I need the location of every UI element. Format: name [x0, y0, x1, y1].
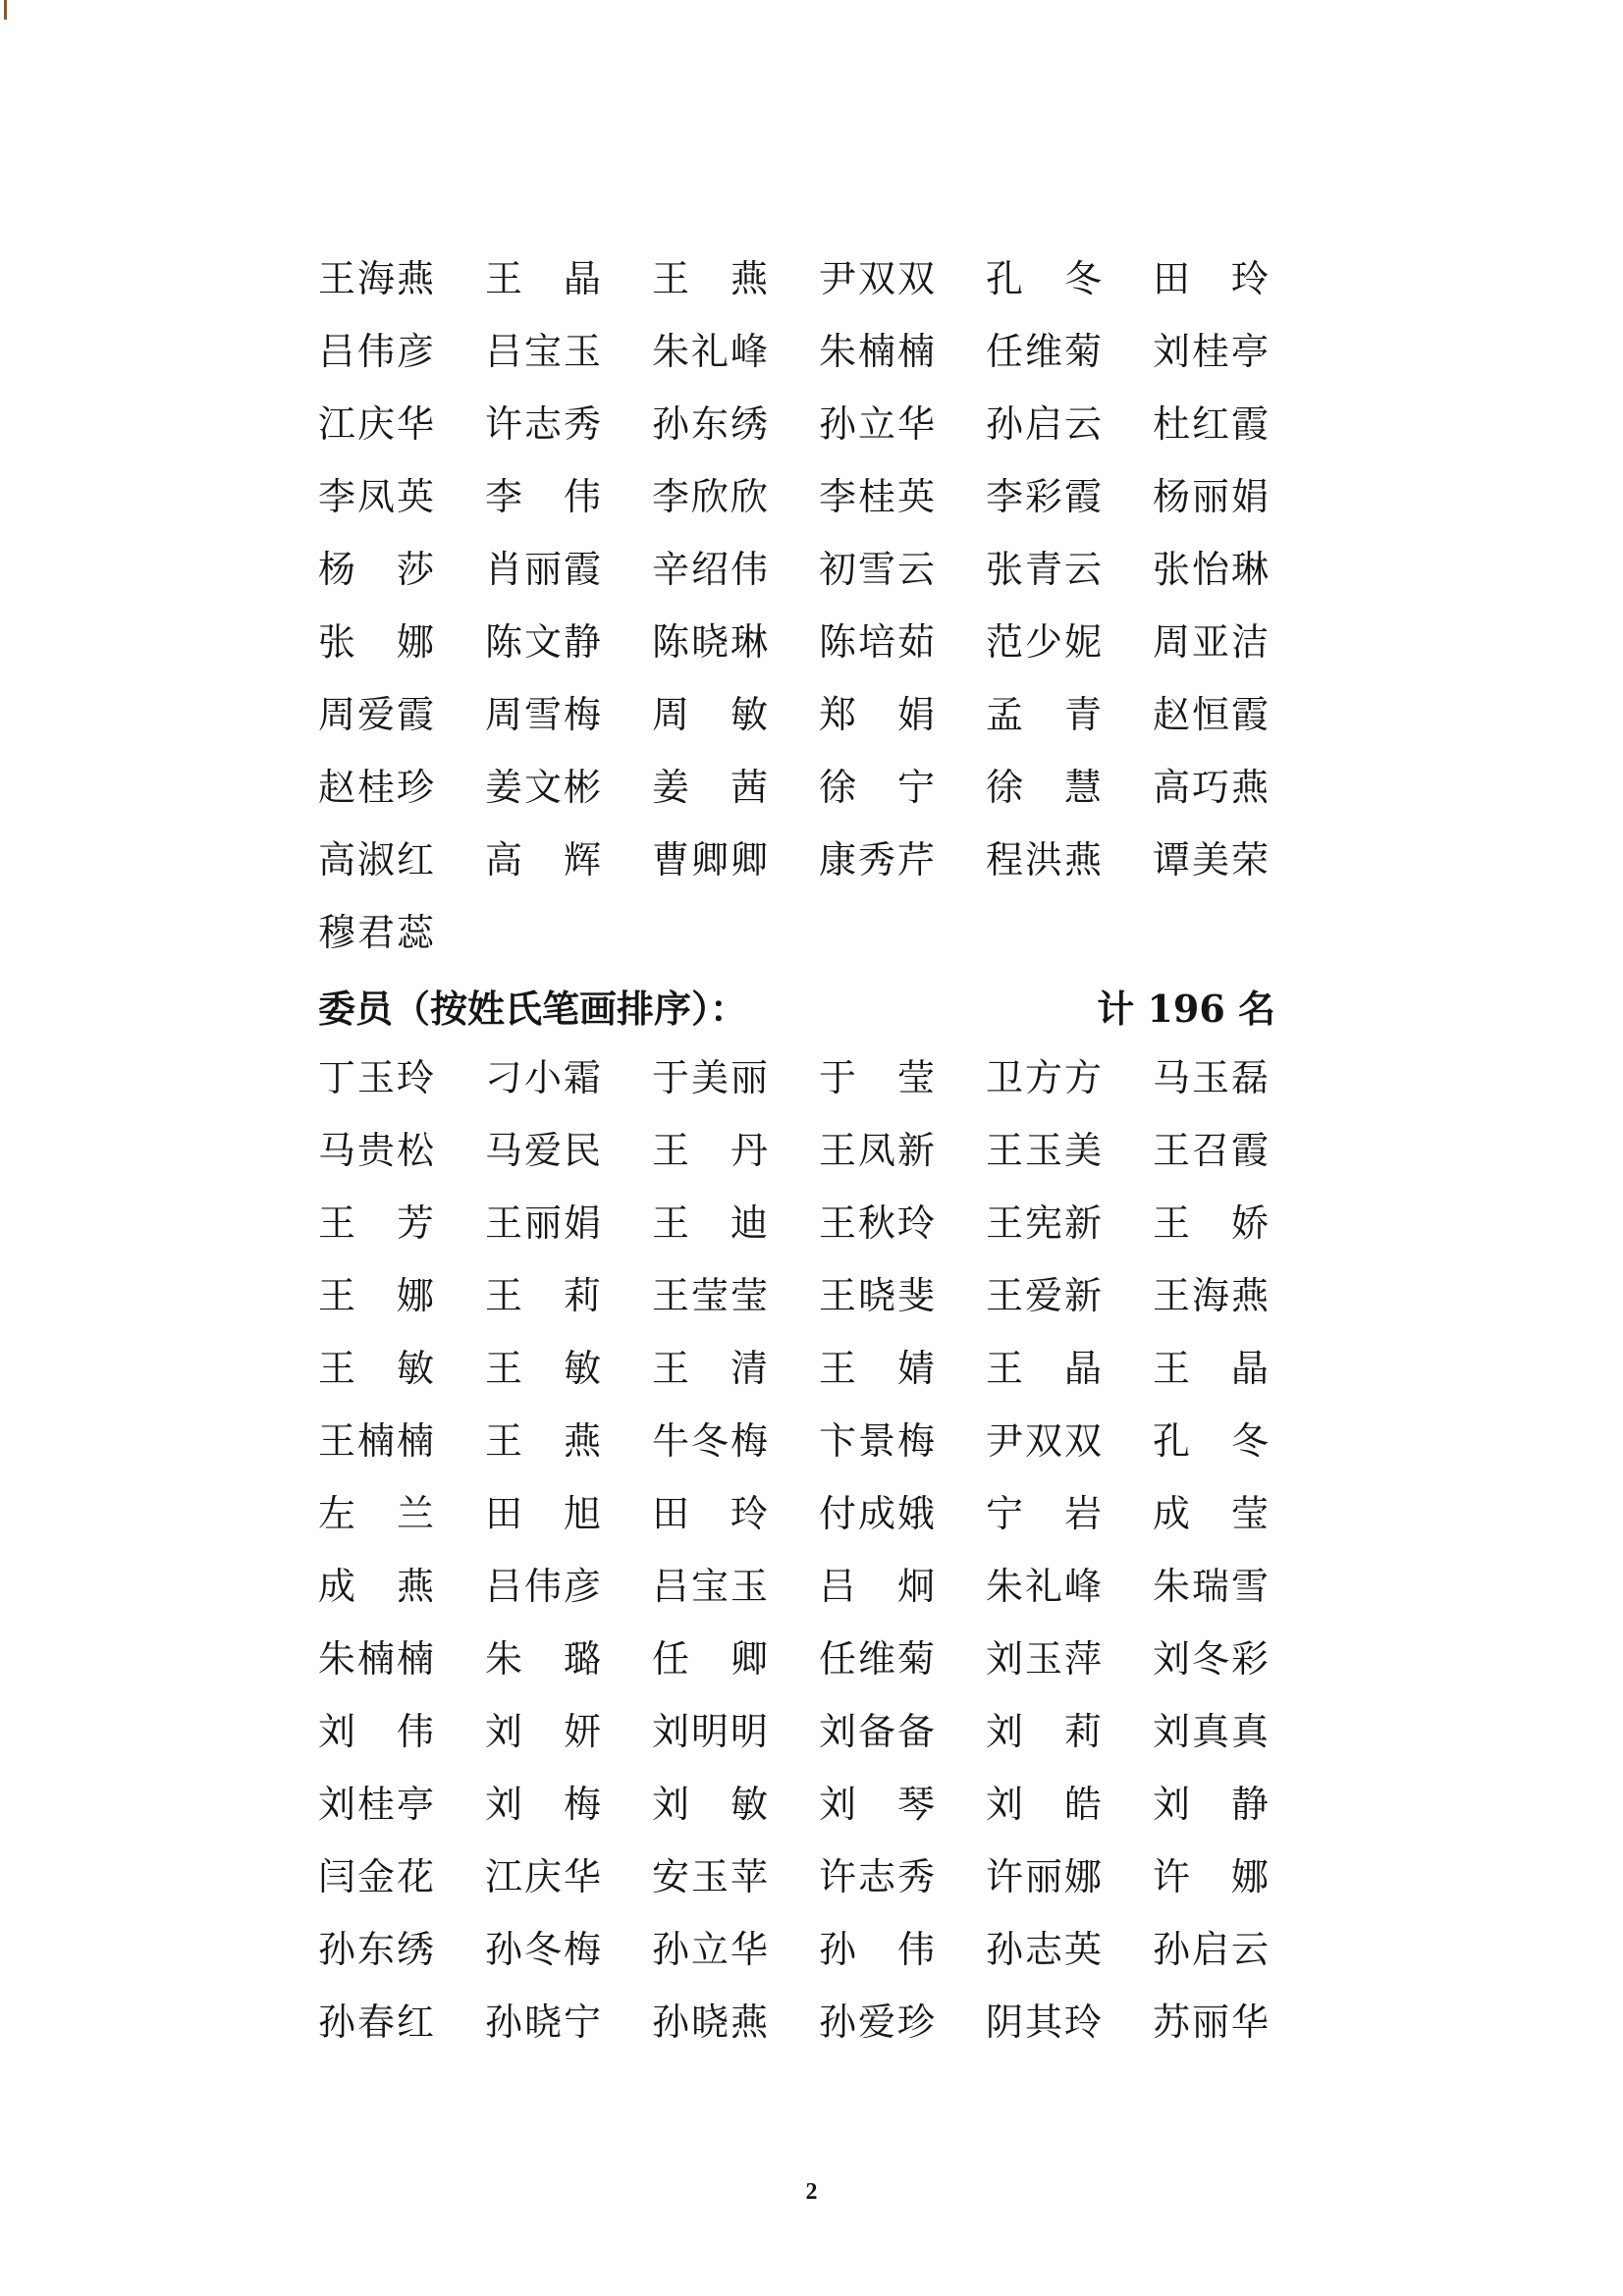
name-entry: 王莹莹	[652, 1274, 771, 1317]
name-entry: 江庆华	[318, 402, 437, 446]
name-entry: 王 清	[652, 1347, 771, 1390]
name-entry: 辛绍伟	[652, 548, 771, 591]
name-entry: 郑 娟	[819, 693, 938, 736]
name-entry: 程洪燕	[986, 838, 1105, 881]
name-entry: 马爱民	[485, 1129, 604, 1172]
name-entry: 孙启云	[986, 402, 1105, 446]
name-entry: 田 玲	[1153, 257, 1271, 300]
name-entry: 成 燕	[318, 1565, 437, 1608]
name-entry: 杜红霞	[1153, 402, 1271, 446]
name-entry: 王 娇	[1153, 1201, 1271, 1245]
name-entry: 王 莉	[485, 1274, 604, 1317]
name-entry: 刘 伟	[318, 1710, 437, 1753]
name-entry: 刘桂亭	[318, 1783, 437, 1826]
name-entry: 成 莹	[1153, 1492, 1271, 1535]
name-entry: 王 敏	[318, 1347, 437, 1390]
name-entry: 曹卿卿	[652, 838, 771, 881]
members-section-title: 委员（按姓氏笔画排序）：	[318, 986, 748, 1031]
name-entry: 刘 妍	[485, 1710, 604, 1753]
name-entry: 王玉美	[986, 1129, 1105, 1172]
name-entry: 卫方方	[986, 1056, 1105, 1099]
name-entry: 许 娜	[1153, 1855, 1271, 1898]
name-entry: 朱礼峰	[652, 330, 771, 373]
name-entry: 吕伟彦	[485, 1565, 604, 1608]
name-entry: 王爱新	[986, 1274, 1105, 1317]
name-entry: 丁玉玲	[318, 1056, 437, 1099]
name-entry: 孙东绣	[318, 1928, 437, 1971]
name-entry: 陈晓琳	[652, 620, 771, 664]
name-entry: 左 兰	[318, 1492, 437, 1535]
name-entry: 孙东绣	[652, 402, 771, 446]
name-entry: 王召霞	[1153, 1129, 1271, 1172]
name-entry: 刘备备	[819, 1710, 938, 1753]
name-entry: 王晓斐	[819, 1274, 938, 1317]
name-entry: 江庆华	[485, 1855, 604, 1898]
name-entry: 肖丽霞	[485, 548, 604, 591]
name-entry: 王海燕	[318, 257, 437, 300]
name-entry: 刘 皓	[986, 1783, 1105, 1826]
name-entry: 王 娜	[318, 1274, 437, 1317]
name-entry: 陈培茹	[819, 620, 938, 664]
scan-edge-mark	[4, 0, 7, 20]
name-entry: 李凤英	[318, 475, 437, 518]
name-entry: 田 旭	[485, 1492, 604, 1535]
name-entry: 孙 伟	[819, 1928, 938, 1971]
members-section-header	[318, 969, 1275, 1041]
name-entry: 朱瑞雪	[1153, 1565, 1271, 1608]
name-entry: 徐 宁	[819, 766, 938, 809]
name-entry: 于美丽	[652, 1056, 771, 1099]
name-entry: 穆君蕊	[318, 911, 437, 954]
name-entry: 孙春红	[318, 2001, 437, 2044]
name-entry: 王丽娟	[485, 1201, 604, 1245]
name-entry: 安玉苹	[652, 1855, 771, 1898]
name-entry: 刘玉萍	[986, 1637, 1105, 1681]
name-entry: 付成娥	[819, 1492, 938, 1535]
name-entry: 李彩霞	[986, 475, 1105, 518]
name-entry: 王 晶	[986, 1347, 1105, 1390]
members-name-list	[318, 1041, 1280, 2058]
page-number: 2	[805, 2179, 818, 2205]
name-entry: 周亚洁	[1153, 620, 1271, 664]
name-entry: 朱楠楠	[318, 1637, 437, 1681]
name-entry: 王 芳	[318, 1201, 437, 1245]
name-entry: 朱礼峰	[986, 1565, 1105, 1608]
name-entry: 王海燕	[1153, 1274, 1271, 1317]
name-entry: 王宪新	[986, 1201, 1105, 1245]
name-entry: 张 娜	[318, 620, 437, 664]
name-entry: 刘冬彩	[1153, 1637, 1271, 1681]
name-entry: 范少妮	[986, 620, 1105, 664]
name-entry: 孙立华	[819, 402, 938, 446]
name-entry: 孙启云	[1153, 1928, 1271, 1971]
name-entry: 吕伟彦	[318, 330, 437, 373]
name-entry: 孙爱珍	[819, 2001, 938, 2044]
name-entry: 闫金花	[318, 1855, 437, 1898]
name-entry: 苏丽华	[1153, 2001, 1271, 2044]
name-entry: 宁 岩	[986, 1492, 1105, 1535]
name-entry: 李欣欣	[652, 475, 771, 518]
name-entry: 王凤新	[819, 1129, 938, 1172]
name-entry: 任维菊	[819, 1637, 938, 1681]
name-entry: 朱楠楠	[819, 330, 938, 373]
name-entry: 刘 琴	[819, 1783, 938, 1826]
name-entry: 吕宝玉	[652, 1565, 771, 1608]
name-entry: 王 丹	[652, 1129, 771, 1172]
name-entry: 孙晓宁	[485, 2001, 604, 2044]
name-entry: 王 晶	[485, 257, 604, 300]
name-entry: 许志秀	[485, 402, 604, 446]
document-page	[318, 242, 1280, 2058]
name-entry: 孙立华	[652, 1928, 771, 1971]
name-entry: 周爱霞	[318, 693, 437, 736]
name-entry: 王秋玲	[819, 1201, 938, 1245]
name-entry: 赵恒霞	[1153, 693, 1271, 736]
name-entry: 姜文彬	[485, 766, 604, 809]
name-entry: 刘 敏	[652, 1783, 771, 1826]
name-entry: 初雪云	[819, 548, 938, 591]
name-entry: 高淑红	[318, 838, 437, 881]
name-entry: 许志秀	[819, 1855, 938, 1898]
name-entry: 田 玲	[652, 1492, 771, 1535]
name-entry: 杨丽娟	[1153, 475, 1271, 518]
name-entry: 王 燕	[652, 257, 771, 300]
name-entry: 尹双双	[819, 257, 938, 300]
members-count: 计 196 名	[1097, 986, 1275, 1031]
name-entry: 孔 冬	[986, 257, 1105, 300]
name-entry: 孙晓燕	[652, 2001, 771, 2044]
name-entry: 刁小霜	[485, 1056, 604, 1099]
name-entry: 周雪梅	[485, 693, 604, 736]
name-entry: 刘桂亭	[1153, 330, 1271, 373]
name-entry: 高 辉	[485, 838, 604, 881]
name-entry: 马贵松	[318, 1129, 437, 1172]
name-entry: 卞景梅	[819, 1419, 938, 1463]
name-entry: 刘明明	[652, 1710, 771, 1753]
name-entry: 孟 青	[986, 693, 1105, 736]
name-entry: 孙冬梅	[485, 1928, 604, 1971]
name-entry: 尹双双	[986, 1419, 1105, 1463]
name-entry: 牛冬梅	[652, 1419, 771, 1463]
name-entry: 吕宝玉	[485, 330, 604, 373]
name-entry: 许丽娜	[986, 1855, 1105, 1898]
name-entry: 王 婧	[819, 1347, 938, 1390]
name-entry: 于 莹	[819, 1056, 938, 1099]
name-entry: 马玉磊	[1153, 1056, 1271, 1099]
name-entry: 朱 璐	[485, 1637, 604, 1681]
name-entry: 李桂英	[819, 475, 938, 518]
name-entry: 张青云	[986, 548, 1105, 591]
name-entry: 王 燕	[485, 1419, 604, 1463]
name-entry: 孙志英	[986, 1928, 1105, 1971]
name-entry: 刘 静	[1153, 1783, 1271, 1826]
name-entry: 王楠楠	[318, 1419, 437, 1463]
name-entry: 康秀芹	[819, 838, 938, 881]
name-entry: 陈文静	[485, 620, 604, 664]
name-entry: 阴其玲	[986, 2001, 1105, 2044]
name-entry: 吕 炯	[819, 1565, 938, 1608]
name-entry: 谭美荣	[1153, 838, 1271, 881]
name-entry: 任维菊	[986, 330, 1105, 373]
name-entry: 任 卿	[652, 1637, 771, 1681]
name-entry: 王 晶	[1153, 1347, 1271, 1390]
name-entry: 徐 慧	[986, 766, 1105, 809]
name-entry: 李 伟	[485, 475, 604, 518]
name-entry: 王 迪	[652, 1201, 771, 1245]
name-entry: 赵桂珍	[318, 766, 437, 809]
name-entry: 孔 冬	[1153, 1419, 1271, 1463]
name-entry: 刘真真	[1153, 1710, 1271, 1753]
name-entry: 姜 茜	[652, 766, 771, 809]
name-entry: 杨 莎	[318, 548, 437, 591]
name-entry: 张怡琳	[1153, 548, 1271, 591]
name-entry: 刘 莉	[986, 1710, 1105, 1753]
name-entry: 周 敏	[652, 693, 771, 736]
name-entry: 刘 梅	[485, 1783, 604, 1826]
name-entry: 王 敏	[485, 1347, 604, 1390]
name-entry: 高巧燕	[1153, 766, 1271, 809]
name-list-continued	[318, 242, 1280, 969]
